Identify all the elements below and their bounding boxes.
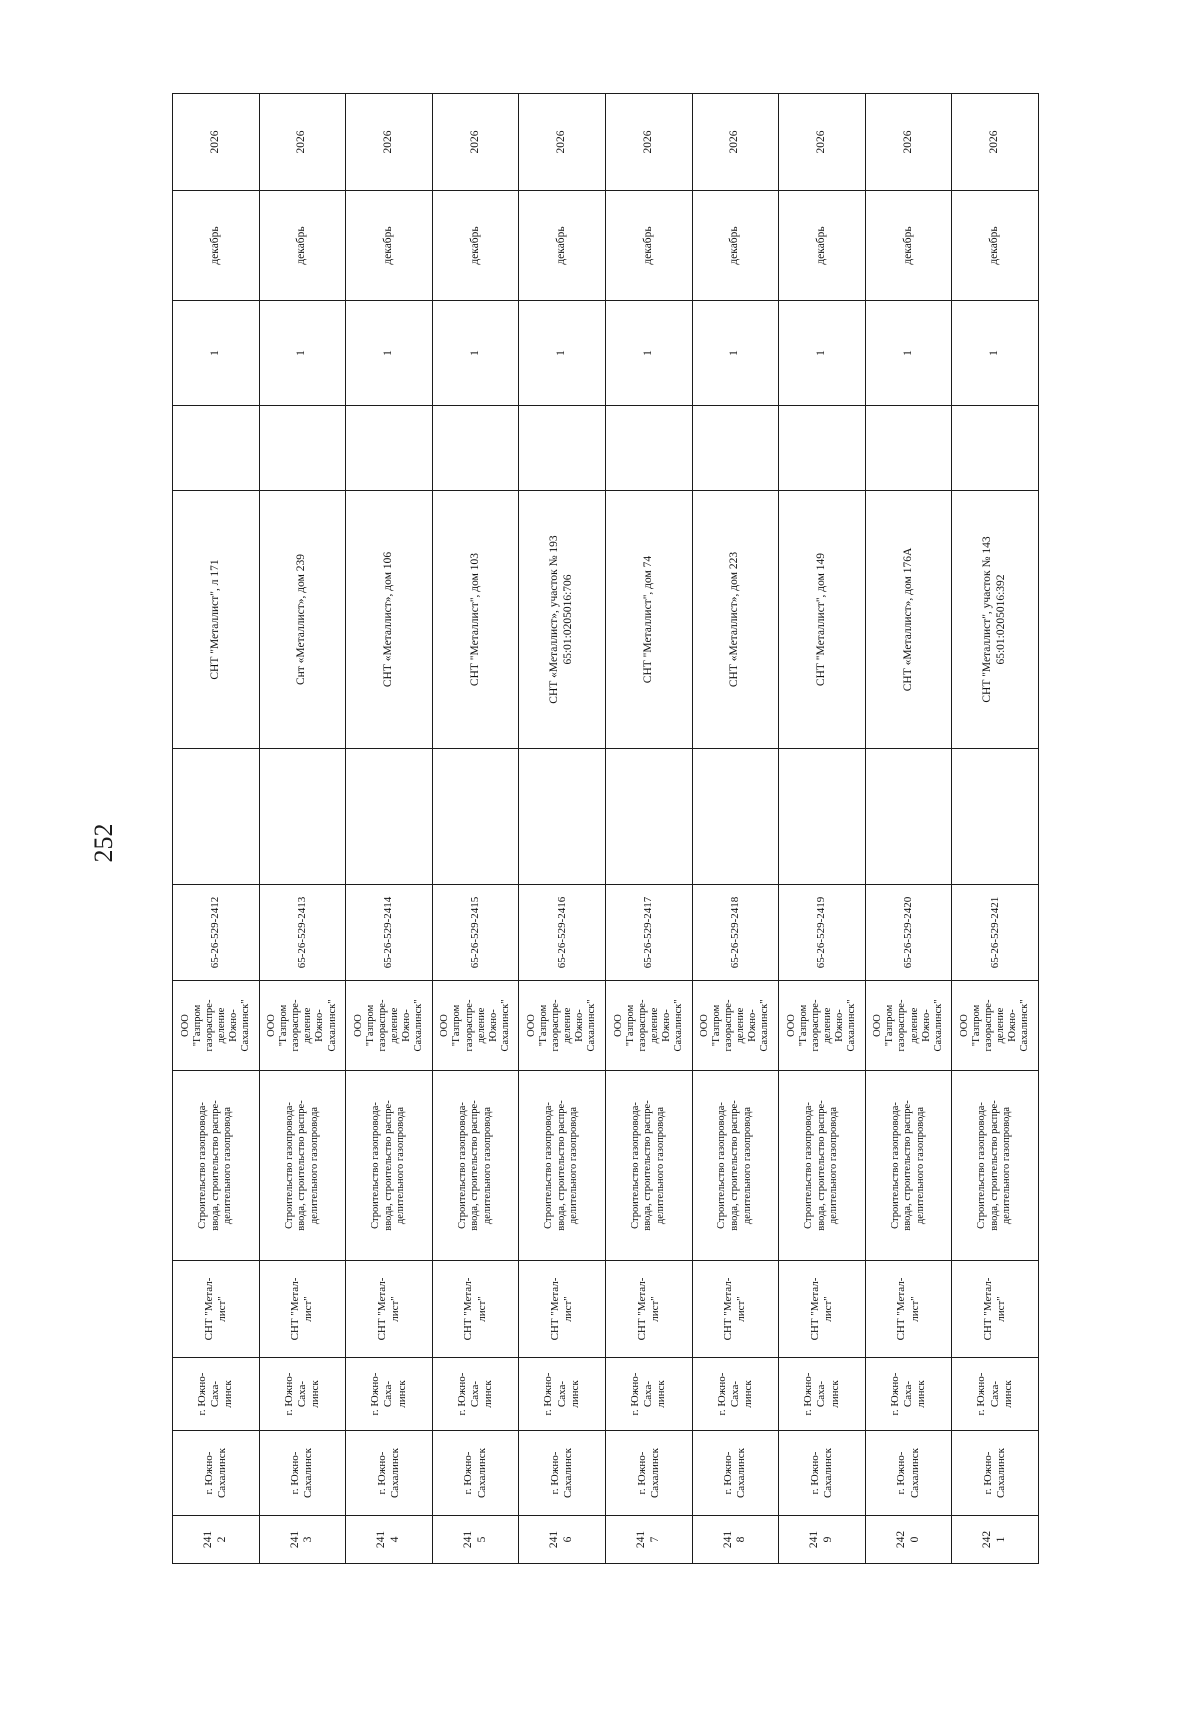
empty-cell [173, 406, 260, 491]
registry-code-cell: 65-26-529-2419 [779, 885, 866, 981]
city-cell: г. Южно- Сахалинск [173, 1431, 260, 1516]
empty-cell [346, 406, 433, 491]
month-cell: декабрь [173, 191, 260, 301]
address-cell: СНТ «Металлист», участок № 193 65:01:0205016:706 [519, 491, 606, 749]
table-row [432, 94, 519, 1564]
organization-cell: ООО "Газпром газораспре- деление Южно- Сахалинск" [173, 981, 260, 1071]
table-row [173, 94, 260, 1564]
empty-cell [432, 406, 519, 491]
empty-cell [865, 749, 952, 885]
district-cell: г. Южно- Саха- линск [952, 1358, 1039, 1431]
work-description-cell: Строительство газопровода- ввода, строительство распре- делительного газопровода [432, 1071, 519, 1261]
year-cell: 2026 [432, 94, 519, 191]
month-cell: декабрь [779, 191, 866, 301]
quantity-cell: 1 [432, 301, 519, 406]
district-cell: г. Южно- Саха- линск [519, 1358, 606, 1431]
settlement-cell: СНТ "Метал- лист" [779, 1261, 866, 1358]
quantity-cell: 1 [173, 301, 260, 406]
empty-cell [952, 406, 1039, 491]
settlement-cell: СНТ "Метал- лист" [865, 1261, 952, 1358]
quantity-cell: 1 [259, 301, 346, 406]
settlement-cell: СНТ "Метал- лист" [519, 1261, 606, 1358]
row-number-cell: 241 9 [779, 1516, 866, 1564]
month-cell: декабрь [346, 191, 433, 301]
settlement-cell: СНТ "Метал- лист" [605, 1261, 692, 1358]
settlement-cell: СНТ "Метал- лист" [173, 1261, 260, 1358]
empty-cell [432, 749, 519, 885]
district-cell: г. Южно- Саха- линск [865, 1358, 952, 1431]
month-cell: декабрь [605, 191, 692, 301]
row-number-cell: 241 8 [692, 1516, 779, 1564]
district-cell: г. Южно- Саха- линск [346, 1358, 433, 1431]
row-number-cell: 241 6 [519, 1516, 606, 1564]
year-cell: 2026 [605, 94, 692, 191]
month-cell: декабрь [519, 191, 606, 301]
quantity-cell: 1 [865, 301, 952, 406]
row-number-cell: 242 1 [952, 1516, 1039, 1564]
registry-code-cell: 65-26-529-2418 [692, 885, 779, 981]
empty-cell [519, 406, 606, 491]
district-cell: г. Южно- Саха- линск [173, 1358, 260, 1431]
table-row [519, 94, 606, 1564]
quantity-cell: 1 [952, 301, 1039, 406]
quantity-cell: 1 [779, 301, 866, 406]
quantity-cell: 1 [692, 301, 779, 406]
registry-code-cell: 65-26-529-2417 [605, 885, 692, 981]
month-cell: декабрь [865, 191, 952, 301]
empty-cell [779, 749, 866, 885]
year-cell: 2026 [173, 94, 260, 191]
registry-code-cell: 65-26-529-2412 [173, 885, 260, 981]
month-cell: декабрь [952, 191, 1039, 301]
district-cell: г. Южно- Саха- линск [605, 1358, 692, 1431]
district-cell: г. Южно- Саха- линск [779, 1358, 866, 1431]
city-cell: г. Южно- Сахалинск [952, 1431, 1039, 1516]
work-description-cell: Строительство газопровода- ввода, строительство распре- делительного газопровода [952, 1071, 1039, 1261]
month-cell: декабрь [432, 191, 519, 301]
table-row [865, 94, 952, 1564]
registry-code-cell: 65-26-529-2414 [346, 885, 433, 981]
district-cell: г. Южно- Саха- линск [432, 1358, 519, 1431]
work-description-cell: Строительство газопровода- ввода, строительство распре- делительного газопровода [173, 1071, 260, 1261]
year-cell: 2026 [952, 94, 1039, 191]
row-number-cell: 241 5 [432, 1516, 519, 1564]
rotated-table-wrapper [172, 94, 1038, 1564]
settlement-cell: СНТ "Метал- лист" [346, 1261, 433, 1358]
settlement-cell: СНТ "Метал- лист" [952, 1261, 1039, 1358]
empty-cell [605, 749, 692, 885]
city-cell: г. Южно- Сахалинск [346, 1431, 433, 1516]
work-description-cell: Строительство газопровода- ввода, строительство распре- делительного газопровода [779, 1071, 866, 1261]
year-cell: 2026 [519, 94, 606, 191]
empty-cell [173, 749, 260, 885]
city-cell: г. Южно- Сахалинск [259, 1431, 346, 1516]
year-cell: 2026 [259, 94, 346, 191]
district-cell: г. Южно- Саха- линск [692, 1358, 779, 1431]
registry-code-cell: 65-26-529-2421 [952, 885, 1039, 981]
settlement-cell: СНТ "Метал- лист" [692, 1261, 779, 1358]
quantity-cell: 1 [346, 301, 433, 406]
year-cell: 2026 [692, 94, 779, 191]
work-description-cell: Строительство газопровода- ввода, строительство распре- делительного газопровода [346, 1071, 433, 1261]
organization-cell: ООО "Газпром газораспре- деление Южно- Сахалинск" [692, 981, 779, 1071]
city-cell: г. Южно- Сахалинск [779, 1431, 866, 1516]
table-row [259, 94, 346, 1564]
row-number-cell: 241 3 [259, 1516, 346, 1564]
address-cell: СНТ "Металлист", дом 149 [779, 491, 866, 749]
empty-cell [605, 406, 692, 491]
empty-cell [259, 749, 346, 885]
table-row [605, 94, 692, 1564]
work-description-cell: Строительство газопровода- ввода, строительство распре- делительного газопровода [259, 1071, 346, 1261]
organization-cell: ООО "Газпром газораспре- деление Южно- Сахалинск" [865, 981, 952, 1071]
city-cell: г. Южно- Сахалинск [519, 1431, 606, 1516]
registry-code-cell: 65-26-529-2415 [432, 885, 519, 981]
city-cell: г. Южно- Сахалинск [865, 1431, 952, 1516]
work-description-cell: Строительство газопровода- ввода, строительство распре- делительного газопровода [605, 1071, 692, 1261]
address-cell: СНТ «Металлист», дом 106 [346, 491, 433, 749]
work-description-cell: Строительство газопровода- ввода, строительство распре- делительного газопровода [865, 1071, 952, 1261]
empty-cell [346, 749, 433, 885]
address-cell: СНТ «Металлист», дом 176А [865, 491, 952, 749]
empty-cell [519, 749, 606, 885]
empty-cell [952, 749, 1039, 885]
organization-cell: ООО "Газпром газораспре- деление Южно- Сахалинск" [952, 981, 1039, 1071]
city-cell: г. Южно- Сахалинск [605, 1431, 692, 1516]
table-row [779, 94, 866, 1564]
year-cell: 2026 [346, 94, 433, 191]
table-row [692, 94, 779, 1564]
settlement-cell: СНТ "Метал- лист" [432, 1261, 519, 1358]
table-body [173, 94, 1039, 1564]
page-number: 252 [89, 823, 118, 863]
table-row [346, 94, 433, 1564]
work-description-cell: Строительство газопровода- ввода, строительство распре- делительного газопровода [519, 1071, 606, 1261]
address-cell: СНТ «Металлист», дом 223 [692, 491, 779, 749]
organization-cell: ООО "Газпром газораспре- деление Южно- Сахалинск" [605, 981, 692, 1071]
district-cell: г. Южно- Саха- линск [259, 1358, 346, 1431]
registry-code-cell: 65-26-529-2416 [519, 885, 606, 981]
row-number-cell: 242 0 [865, 1516, 952, 1564]
registry-code-cell: 65-26-529-2413 [259, 885, 346, 981]
month-cell: декабрь [259, 191, 346, 301]
settlement-cell: СНТ "Метал- лист" [259, 1261, 346, 1358]
empty-cell [259, 406, 346, 491]
organization-cell: ООО "Газпром газораспре- деление Южно- Сахалинск" [519, 981, 606, 1071]
quantity-cell: 1 [519, 301, 606, 406]
table-row [952, 94, 1039, 1564]
year-cell: 2026 [865, 94, 952, 191]
address-cell: СНТ "Металлист", дом 74 [605, 491, 692, 749]
empty-cell [865, 406, 952, 491]
quantity-cell: 1 [605, 301, 692, 406]
registry-code-cell: 65-26-529-2420 [865, 885, 952, 981]
address-cell: Снт «Металлист», дом 239 [259, 491, 346, 749]
city-cell: г. Южно- Сахалинск [692, 1431, 779, 1516]
city-cell: г. Южно- Сахалинск [432, 1431, 519, 1516]
row-number-cell: 241 4 [346, 1516, 433, 1564]
row-number-cell: 241 2 [173, 1516, 260, 1564]
gas-connection-registry-table [172, 93, 1039, 1564]
address-cell: СНТ "Металлист", участок № 143 65:01:0205016:392 [952, 491, 1039, 749]
organization-cell: ООО "Газпром газораспре- деление Южно- Сахалинск" [779, 981, 866, 1071]
empty-cell [692, 406, 779, 491]
empty-cell [692, 749, 779, 885]
work-description-cell: Строительство газопровода- ввода, строительство распре- делительного газопровода [692, 1071, 779, 1261]
organization-cell: ООО "Газпром газораспре- деление Южно- Сахалинск" [259, 981, 346, 1071]
month-cell: декабрь [692, 191, 779, 301]
address-cell: СНТ "Металлист", дом 103 [432, 491, 519, 749]
address-cell: СНТ "Металлист", л 171 [173, 491, 260, 749]
year-cell: 2026 [779, 94, 866, 191]
row-number-cell: 241 7 [605, 1516, 692, 1564]
organization-cell: ООО "Газпром газораспре- деление Южно- Сахалинск" [346, 981, 433, 1071]
empty-cell [779, 406, 866, 491]
organization-cell: ООО "Газпром газораспре- деление Южно- Сахалинск" [432, 981, 519, 1071]
